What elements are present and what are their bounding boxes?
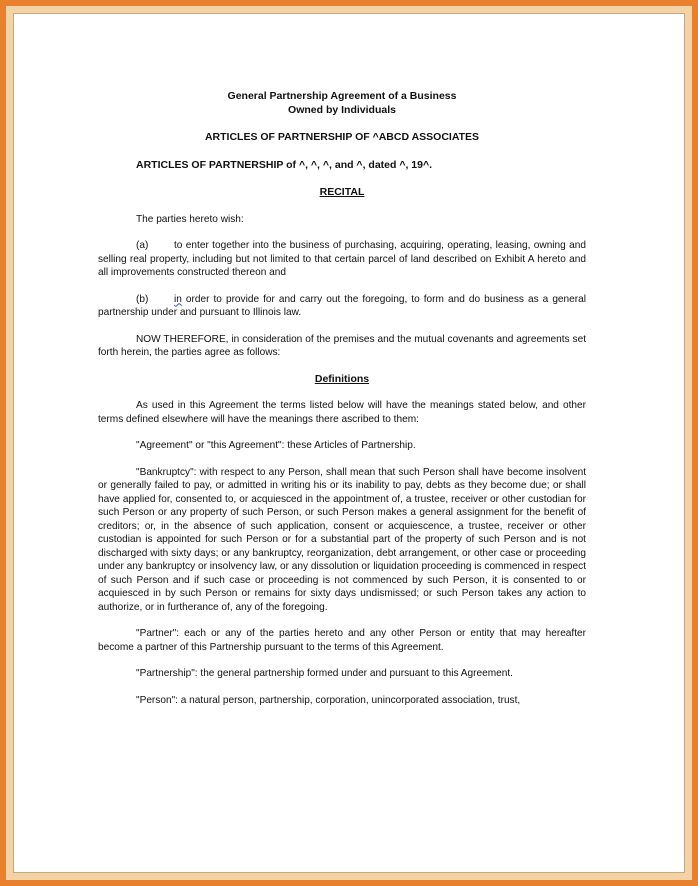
articles-heading: ARTICLES OF PARTNERSHIP OF ^ABCD ASSOCIATES bbox=[204, 131, 480, 143]
title-line-1: General Partnership Agreement of a Business bbox=[227, 90, 457, 102]
item-b-label: (b) bbox=[136, 293, 149, 305]
recital-item-b bbox=[98, 293, 586, 320]
title-line-2: Owned by Individuals bbox=[288, 103, 396, 116]
definition-person: "Person": a natural person, partnership, corporation, unincorporated association, trust, bbox=[136, 694, 521, 706]
definition-agreement: "Agreement" or "this Agreement": these Articles of Partnership. bbox=[136, 440, 416, 451]
item-b-first-word: in bbox=[174, 293, 182, 305]
definition-partnership: "Partnership": the general partnership formed under and pursuant to this Agreement. bbox=[136, 668, 513, 679]
document-title bbox=[98, 90, 586, 117]
definition-partner: "Partner": each or any of the parties hereto and any other Person or entity that may hereafter become a partner of this Partnership pursuant to the terms of this Agreement. bbox=[98, 628, 586, 653]
articles-subheading: ARTICLES OF PARTNERSHIP of ^, ^, ^, and ^, dated ^, 19^. bbox=[136, 158, 433, 171]
definitions-heading: Definitions bbox=[314, 372, 370, 385]
now-therefore-paragraph: NOW THEREFORE, in consideration of the premises and the mutual covenants and agreements set forth herein, the parties agree as follows: bbox=[98, 333, 586, 358]
definitions-intro: As used in this Agreement the terms listed below will have the meanings stated below, and other terms defined elsewhere will have the meanings there ascribed to them: bbox=[98, 400, 586, 425]
definition-bankruptcy: "Bankruptcy": with respect to any Person, shall mean that such Person shall have become insolvent or generally failed to pay, or admitted in writing his or its inability to pay, debts as they become due; or shall have applied for, consented to, or acquiesced in the appointment of, a trustee, receiver or other custodian for such Person or any property of such Person, or such Person makes a general assignment for the benefit of creditors; or, in the absence of such application, consent or acquiescence, a trustee, receiver or other custodian is appointed for such Person or for a substantial part of the property of such Person and is not discharged with sixty days; or any bankruptcy, reorganization, debt arrangement, or other case or proceeding under any bankruptcy or insolvency law, or any dissolution or liquidation proceeding is commenced in respect of such Person and if such case or proceeding is not commenced by such Person, it is consented to or acquiesced in by such Person or remains for sixty days undismissed; or such Person takes any action to authorize, or in furtherance of, any of the foregoing. bbox=[98, 466, 586, 613]
item-b-text: order to provide for and carry out the foregoing, to form and do business as a general partnership under and pursuant to Illinois law. bbox=[98, 293, 586, 318]
recital-intro: The parties hereto wish: bbox=[136, 213, 244, 225]
item-a-label: (a) bbox=[136, 240, 149, 251]
document-body bbox=[98, 90, 586, 707]
item-a-text: to enter together into the business of purchasing, acquiring, operating, leasing, owning and selling real property, including but not limited to that certain parcel of land described on Exhibit A hereto and all improvements constructed thereon and bbox=[98, 240, 586, 278]
recital-heading: RECITAL bbox=[319, 186, 365, 198]
document-page bbox=[13, 13, 685, 873]
recital-item-a bbox=[98, 239, 586, 280]
